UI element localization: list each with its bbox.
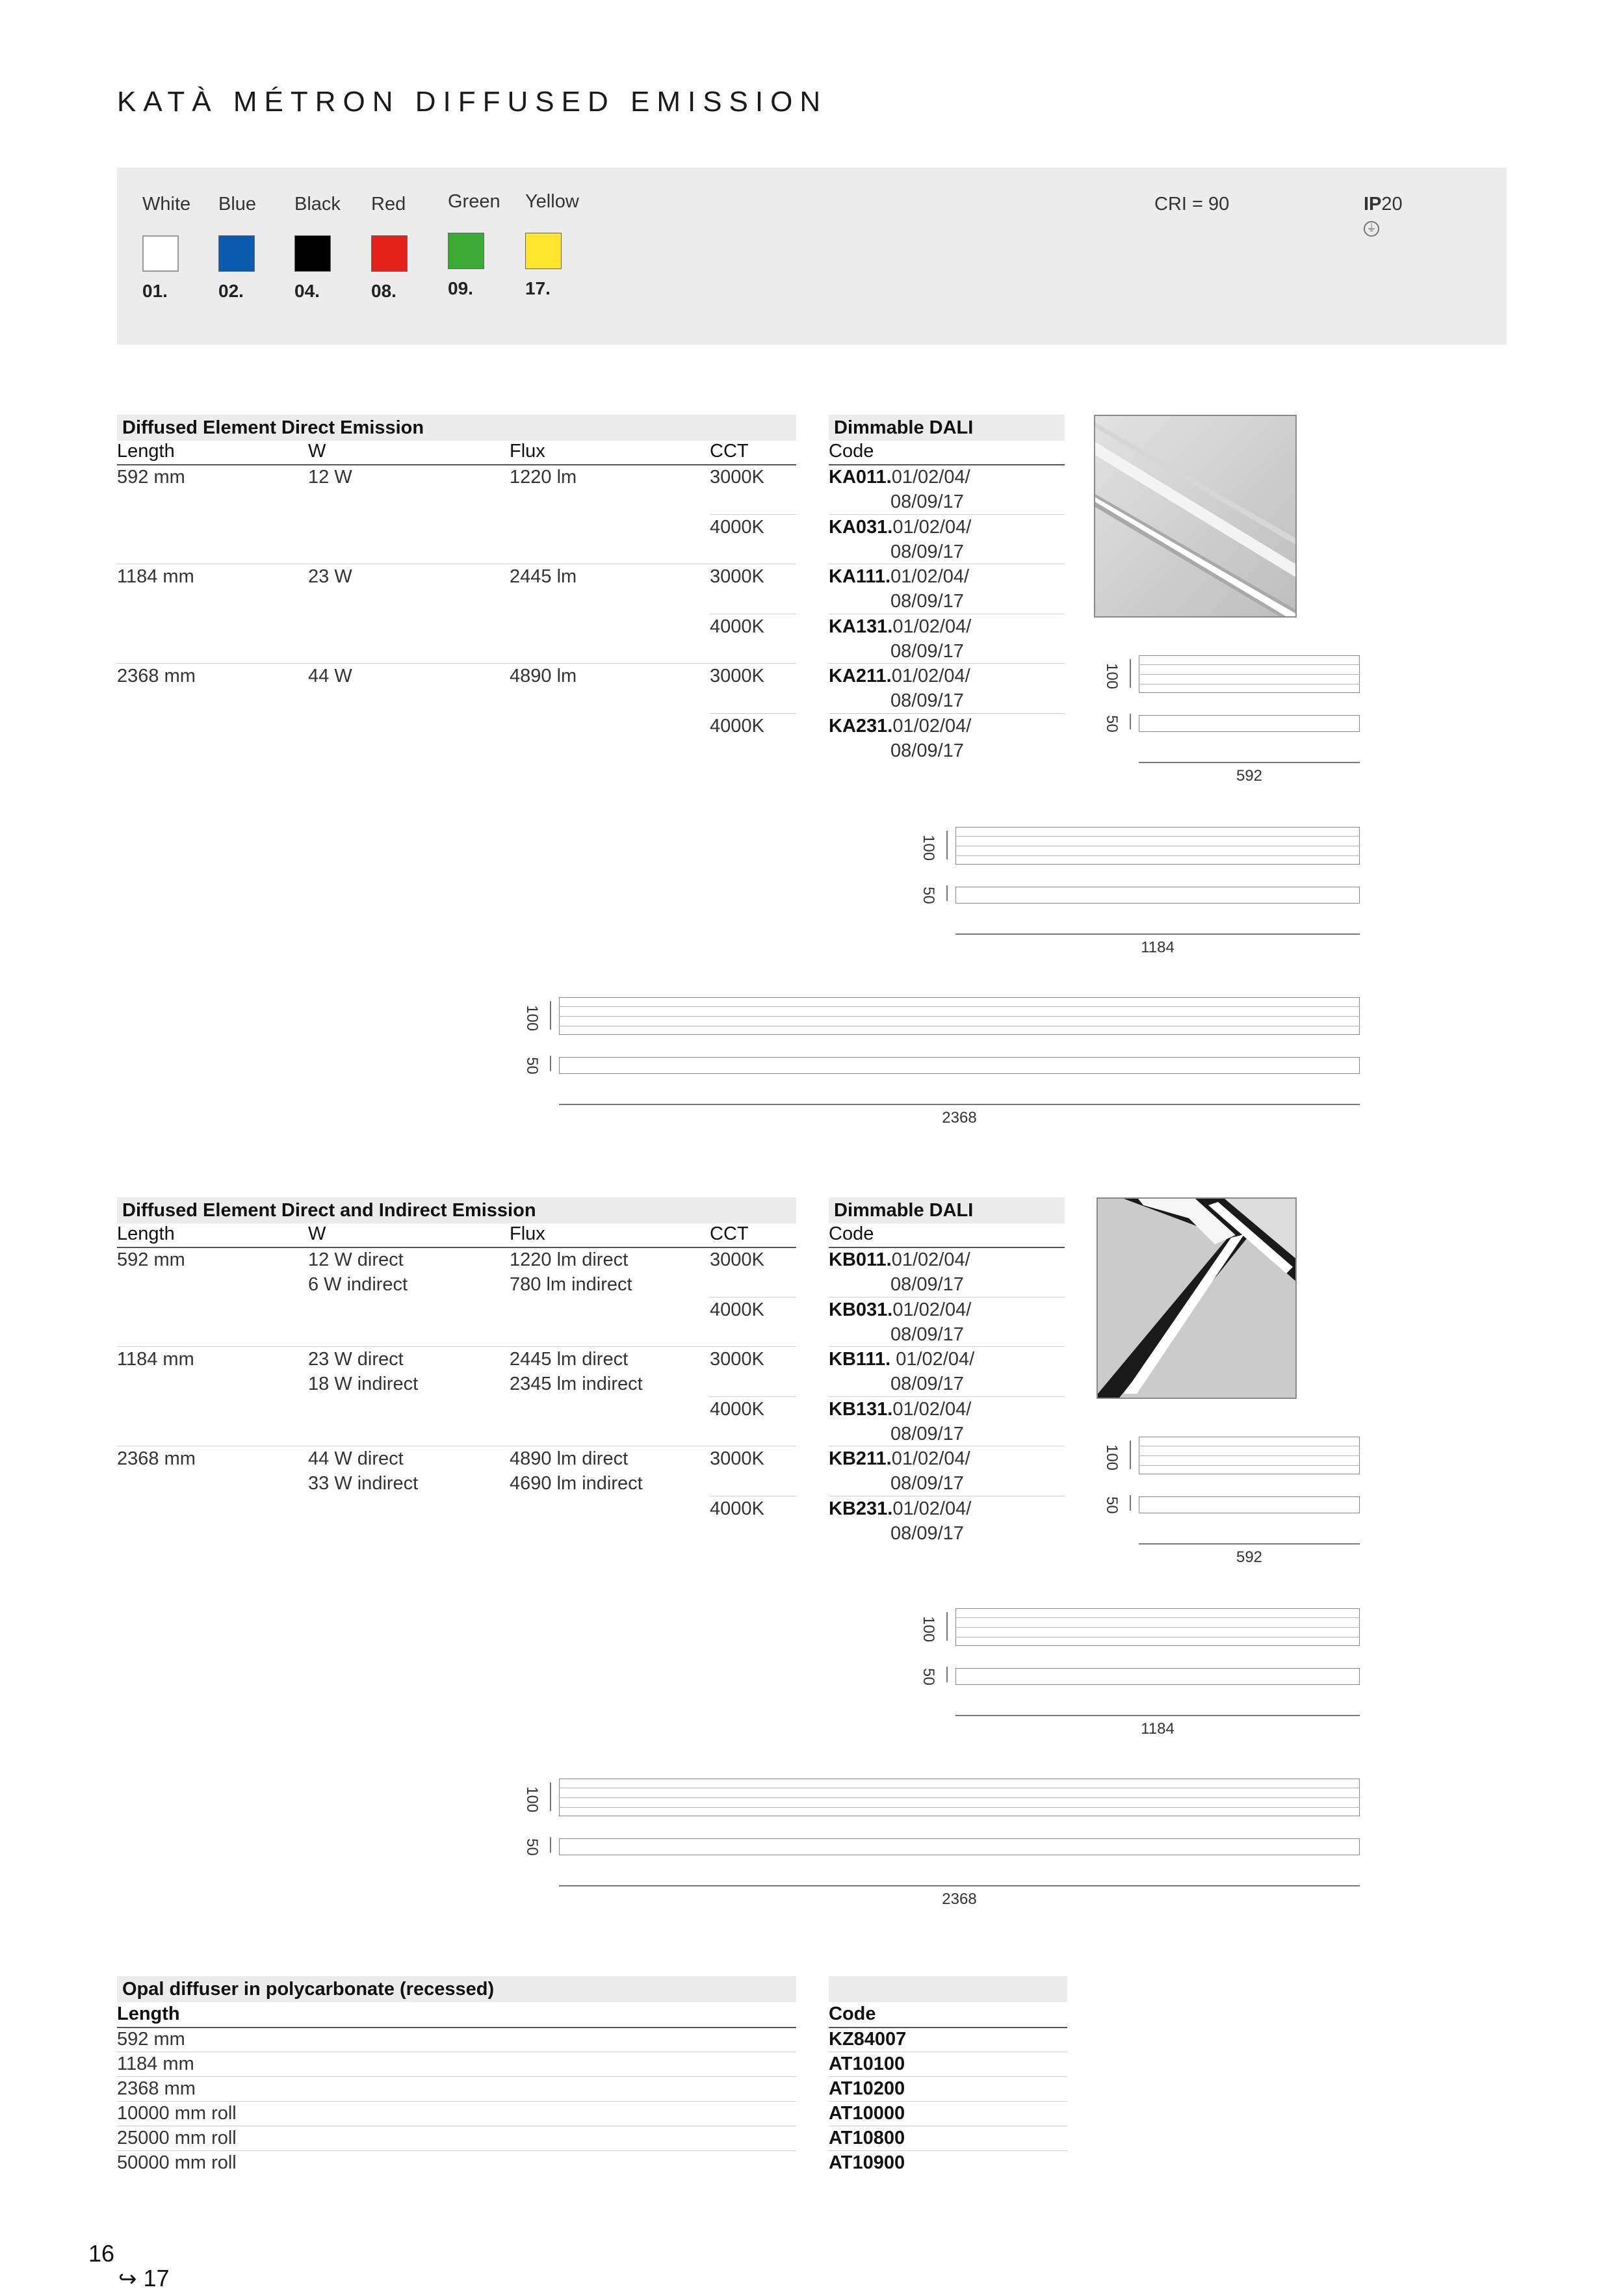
profile-line bbox=[955, 836, 1360, 837]
code-column-title: Dimmable DALI bbox=[829, 415, 1065, 441]
profile-line bbox=[1139, 674, 1360, 675]
color-swatch-white[interactable] bbox=[142, 235, 179, 272]
header-rule bbox=[117, 2027, 796, 2028]
code-variants: 01/02/04/ bbox=[892, 616, 972, 637]
profile-line bbox=[559, 1797, 1360, 1798]
cell-flux: 1220 lm bbox=[510, 467, 577, 488]
cell-cct: 4000K bbox=[710, 1299, 764, 1320]
cell-length: 25000 mm roll bbox=[117, 2128, 237, 2148]
profile-line bbox=[559, 1807, 1360, 1808]
color-name-black: Black bbox=[294, 194, 341, 215]
ip-prefix: IP bbox=[1364, 194, 1382, 215]
code-prefix: KA011. bbox=[829, 467, 892, 488]
cell-length: 10000 mm roll bbox=[117, 2103, 237, 2124]
height-dimension-label: 100 bbox=[920, 1616, 937, 1643]
code-column-title: Dimmable DALI bbox=[829, 1197, 1065, 1223]
height-dimension-label: 100 bbox=[1103, 663, 1121, 690]
depth-dimension-label: 50 bbox=[920, 887, 937, 904]
cell-code: AT10000 bbox=[829, 2103, 905, 2124]
color-name-red: Red bbox=[371, 194, 406, 215]
cell-w: 12 W bbox=[308, 467, 352, 488]
depth-dimension-label: 50 bbox=[1103, 715, 1121, 733]
product-code bbox=[829, 1446, 970, 1471]
color-name-yellow: Yellow bbox=[525, 191, 579, 212]
top-view-profile bbox=[955, 887, 1360, 904]
profile-line bbox=[1139, 1465, 1360, 1466]
header-rule bbox=[117, 1247, 796, 1248]
depth-dimension-tick bbox=[946, 885, 948, 901]
cell-length: 1184 mm bbox=[117, 1349, 194, 1370]
code-variants: 01/02/04/ bbox=[890, 1349, 975, 1370]
cell-flux: 1220 lm direct bbox=[510, 1249, 629, 1270]
direct-emission-product-photo bbox=[1094, 415, 1297, 618]
direct-indirect-product-photo bbox=[1097, 1197, 1297, 1399]
depth-dimension-label: 50 bbox=[523, 1057, 541, 1075]
cell-w: 44 W bbox=[308, 666, 352, 687]
color-swatch-green[interactable] bbox=[448, 233, 484, 269]
depth-dimension-label: 50 bbox=[1103, 1496, 1121, 1514]
code-variants: 01/02/04/ bbox=[891, 666, 970, 687]
code-prefix: KA211. bbox=[829, 666, 892, 687]
profile-line bbox=[1139, 664, 1360, 665]
code-prefix: KA111. bbox=[829, 566, 891, 588]
color-swatch-black[interactable] bbox=[294, 235, 331, 272]
row-divider bbox=[117, 2076, 796, 2077]
depth-dimension-tick bbox=[1130, 714, 1131, 729]
cell-w2: 6 W indirect bbox=[308, 1274, 408, 1295]
cell-cct: 4000K bbox=[710, 1498, 764, 1519]
cell-length: 592 mm bbox=[117, 1249, 185, 1270]
code-variants-line2: 08/09/17 bbox=[890, 1274, 964, 1295]
color-code-red: 08. bbox=[371, 281, 396, 301]
cell-w: 12 W direct bbox=[308, 1249, 404, 1270]
color-code-blue: 02. bbox=[218, 281, 244, 301]
cell-length: 2368 mm bbox=[117, 2078, 196, 2099]
length-dimension-line bbox=[559, 1885, 1360, 1886]
cell-cct: 3000K bbox=[710, 666, 764, 687]
cell-flux: 4890 lm bbox=[510, 666, 577, 687]
height-dimension-label: 100 bbox=[523, 1786, 541, 1813]
cell-length: 592 mm bbox=[117, 2029, 185, 2050]
depth-dimension-tick bbox=[550, 1837, 551, 1853]
code-title-bar bbox=[829, 1976, 1067, 2002]
product-code bbox=[829, 1298, 971, 1322]
color-name-blue: Blue bbox=[218, 194, 257, 215]
code-variants: 01/02/04/ bbox=[890, 566, 970, 588]
code-variants: 01/02/04/ bbox=[892, 516, 972, 538]
cell-length: 1184 mm bbox=[117, 2054, 194, 2074]
cell-cct: 4000K bbox=[710, 516, 764, 538]
code-variants-line2: 08/09/17 bbox=[890, 740, 964, 761]
product-code bbox=[829, 564, 969, 589]
depth-dimension-tick bbox=[946, 1667, 948, 1682]
cell-code: KZ84007 bbox=[829, 2029, 907, 2050]
height-dimension-tick bbox=[946, 831, 948, 859]
code-variants: 01/02/04/ bbox=[892, 1299, 972, 1320]
height-dimension-tick bbox=[550, 1782, 551, 1811]
column-header-code: Code bbox=[829, 441, 874, 462]
code-variants: 01/02/04/ bbox=[892, 716, 972, 737]
length-dimension-label: 1184 bbox=[1141, 1720, 1175, 1738]
profile-line bbox=[955, 1627, 1360, 1628]
cell-cct: 4000K bbox=[710, 716, 764, 737]
row-divider bbox=[117, 1346, 796, 1347]
height-dimension-tick bbox=[1130, 659, 1131, 688]
cell-length: 1184 mm bbox=[117, 566, 194, 588]
code-prefix: KB231. bbox=[829, 1498, 893, 1519]
cell-flux2: 2345 lm indirect bbox=[510, 1374, 643, 1395]
ground-icon: ⏚ bbox=[1364, 221, 1379, 237]
color-swatch-yellow[interactable] bbox=[525, 233, 562, 269]
cell-cct: 3000K bbox=[710, 1249, 764, 1270]
ip-rating bbox=[1364, 194, 1403, 215]
product-code bbox=[829, 664, 970, 688]
cell-flux: 4890 lm direct bbox=[510, 1448, 629, 1470]
cell-w: 44 W direct bbox=[308, 1448, 404, 1470]
cell-cct: 4000K bbox=[710, 1398, 764, 1420]
cell-code: AT10900 bbox=[829, 2152, 905, 2173]
profile-line bbox=[955, 1617, 1360, 1618]
length-dimension-label: 592 bbox=[1236, 767, 1263, 785]
profile-line bbox=[559, 1016, 1360, 1017]
product-code bbox=[829, 714, 971, 738]
cell-w2: 18 W indirect bbox=[308, 1374, 419, 1395]
code-variants: 01/02/04/ bbox=[892, 1498, 972, 1519]
top-view-profile bbox=[1139, 715, 1360, 732]
top-view-profile bbox=[559, 1057, 1360, 1074]
height-dimension-tick bbox=[1130, 1441, 1131, 1469]
code-variants-line2: 08/09/17 bbox=[890, 591, 964, 612]
code-variants-line2: 08/09/17 bbox=[890, 1374, 964, 1395]
cell-code: AT10200 bbox=[829, 2078, 905, 2099]
column-header-code: Code bbox=[829, 2003, 876, 2024]
cell-cct: 3000K bbox=[710, 566, 764, 588]
code-variants-line2: 08/09/17 bbox=[890, 1473, 964, 1494]
product-code bbox=[829, 515, 971, 540]
cell-cct: 4000K bbox=[710, 616, 764, 637]
next-page-number: 17 bbox=[143, 2265, 170, 2291]
color-name-green: Green bbox=[448, 191, 500, 212]
page-title: KATÀ MÉTRON DIFFUSED EMISSION bbox=[117, 86, 828, 118]
cell-code: AT10100 bbox=[829, 2054, 905, 2074]
height-dimension-label: 100 bbox=[523, 1005, 541, 1032]
code-prefix: KB031. bbox=[829, 1299, 893, 1320]
column-header-length: Length bbox=[117, 1223, 175, 1244]
next-page-arrow-icon: ↪ bbox=[118, 2267, 137, 2291]
color-name-white: White bbox=[142, 194, 191, 215]
product-code bbox=[829, 1247, 970, 1272]
code-variants-line2: 08/09/17 bbox=[890, 1423, 964, 1444]
cell-code: AT10800 bbox=[829, 2128, 905, 2148]
product-code bbox=[829, 1496, 971, 1521]
column-header-cct: CCT bbox=[710, 441, 749, 462]
length-dimension-line bbox=[1139, 1543, 1360, 1545]
top-view-profile bbox=[955, 1668, 1360, 1685]
column-header-length: Length bbox=[117, 441, 175, 462]
cell-flux: 2445 lm direct bbox=[510, 1349, 629, 1370]
color-swatch-blue[interactable] bbox=[218, 235, 255, 272]
cell-length: 50000 mm roll bbox=[117, 2152, 237, 2173]
column-header-cct: CCT bbox=[710, 1223, 749, 1244]
height-dimension-label: 100 bbox=[920, 835, 937, 861]
code-variants: 01/02/04/ bbox=[891, 1448, 970, 1470]
code-variants-line2: 08/09/17 bbox=[890, 1523, 964, 1544]
color-code-yellow: 17. bbox=[525, 278, 551, 298]
code-prefix: KB011. bbox=[829, 1249, 892, 1270]
cell-flux2: 4690 lm indirect bbox=[510, 1473, 643, 1494]
column-header-length: Length bbox=[117, 2003, 180, 2024]
code-variants-line2: 08/09/17 bbox=[890, 640, 964, 662]
code-variants-line2: 08/09/17 bbox=[890, 541, 964, 562]
cell-cct: 3000K bbox=[710, 1448, 764, 1470]
column-header-code: Code bbox=[829, 1223, 874, 1244]
depth-dimension-tick bbox=[1130, 1495, 1131, 1511]
table-title: Opal diffuser in polycarbonate (recessed) bbox=[117, 1976, 796, 2002]
height-dimension-tick bbox=[550, 1001, 551, 1030]
product-code bbox=[829, 1397, 971, 1422]
length-dimension-label: 1184 bbox=[1141, 939, 1175, 956]
cell-cct: 3000K bbox=[710, 467, 764, 488]
product-code bbox=[829, 614, 971, 639]
code-variants: 01/02/04/ bbox=[891, 1249, 970, 1270]
length-dimension-line bbox=[1139, 762, 1360, 763]
column-header-w: W bbox=[308, 1223, 326, 1244]
length-dimension-line bbox=[955, 1715, 1360, 1716]
product-code bbox=[829, 1347, 974, 1372]
product-code bbox=[829, 465, 970, 489]
depth-dimension-label: 50 bbox=[523, 1838, 541, 1856]
code-variants: 01/02/04/ bbox=[892, 1398, 972, 1420]
top-view-profile bbox=[1139, 1496, 1360, 1513]
code-variants-line2: 08/09/17 bbox=[890, 690, 964, 712]
color-code-green: 09. bbox=[448, 278, 473, 298]
cell-cct: 3000K bbox=[710, 1349, 764, 1370]
cell-flux: 2445 lm bbox=[510, 566, 577, 588]
ip-value: 20 bbox=[1381, 194, 1403, 215]
profile-line bbox=[1139, 684, 1360, 685]
column-header-w: W bbox=[308, 441, 326, 462]
top-view-profile bbox=[559, 1838, 1360, 1855]
height-dimension-tick bbox=[946, 1612, 948, 1641]
length-dimension-label: 2368 bbox=[942, 1890, 977, 1908]
code-variants-line2: 08/09/17 bbox=[890, 491, 964, 512]
cell-flux2: 780 lm indirect bbox=[510, 1274, 632, 1295]
color-code-white: 01. bbox=[142, 281, 168, 301]
length-dimension-line bbox=[559, 1104, 1360, 1105]
cell-length: 2368 mm bbox=[117, 666, 196, 687]
color-code-black: 04. bbox=[294, 281, 320, 301]
depth-dimension-label: 50 bbox=[920, 1668, 937, 1686]
table-title: Diffused Element Direct Emission bbox=[117, 415, 796, 441]
code-prefix: KA231. bbox=[829, 716, 893, 737]
length-dimension-label: 2368 bbox=[942, 1109, 977, 1127]
cell-length: 2368 mm bbox=[117, 1448, 196, 1470]
profile-line bbox=[559, 1006, 1360, 1007]
cell-w: 23 W direct bbox=[308, 1349, 404, 1370]
header-rule bbox=[117, 464, 796, 465]
height-dimension-label: 100 bbox=[1103, 1444, 1121, 1471]
cell-w: 23 W bbox=[308, 566, 352, 588]
code-variants-line2: 08/09/17 bbox=[890, 1324, 964, 1345]
code-prefix: KB111. bbox=[829, 1349, 891, 1370]
row-divider bbox=[117, 663, 796, 664]
column-header-flux: Flux bbox=[510, 441, 545, 462]
cell-w2: 33 W indirect bbox=[308, 1473, 419, 1494]
code-prefix: KB131. bbox=[829, 1398, 893, 1420]
code-prefix: KA031. bbox=[829, 516, 893, 538]
code-variants: 01/02/04/ bbox=[891, 467, 970, 488]
profile-line bbox=[1139, 1455, 1360, 1456]
length-dimension-label: 592 bbox=[1236, 1548, 1263, 1566]
cell-length: 592 mm bbox=[117, 467, 185, 488]
profile-line bbox=[955, 855, 1360, 856]
depth-dimension-tick bbox=[550, 1056, 551, 1071]
length-dimension-line bbox=[955, 933, 1360, 935]
color-swatch-red[interactable] bbox=[371, 235, 408, 272]
code-prefix: KB211. bbox=[829, 1448, 892, 1470]
cri-label: CRI = 90 bbox=[1154, 194, 1230, 215]
next-page-link[interactable] bbox=[118, 2265, 170, 2292]
table-title: Diffused Element Direct and Indirect Emission bbox=[117, 1197, 796, 1223]
column-header-flux: Flux bbox=[510, 1223, 545, 1244]
code-prefix: KA131. bbox=[829, 616, 893, 637]
page-number: 16 bbox=[88, 2240, 115, 2267]
